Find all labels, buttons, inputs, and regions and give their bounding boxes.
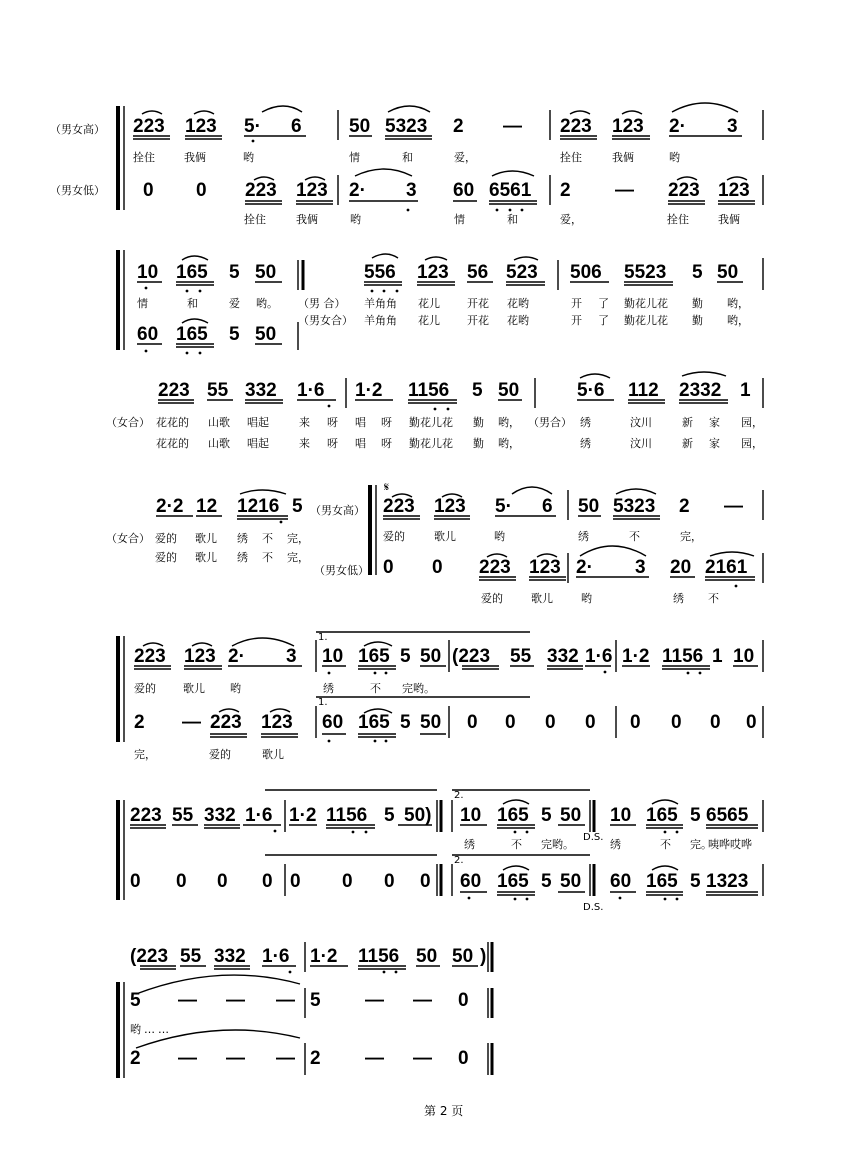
part-label-low: （男女低） (50, 184, 105, 197)
s2-upper-note: 50 (255, 262, 277, 283)
s6-lower-note: 0 (290, 871, 301, 892)
s7-lower-note: — (365, 1048, 384, 1069)
s4-label-high: （男女高） (310, 504, 365, 517)
s3-lyric-1: 园， (741, 416, 763, 429)
s6-lower-note: 5 (541, 871, 552, 892)
s2-lower-lyric: 哟， (727, 314, 749, 327)
s6-upper-lyric: 完哟。 (541, 838, 574, 851)
s5-upper-lyric: 歌儿 (183, 682, 205, 695)
s2-upper-note: 165 (176, 262, 208, 283)
s4-upper-note: — (724, 496, 743, 517)
s2-lower-lyric: 花哟 (507, 314, 529, 327)
s2-lower-note: 165 (176, 324, 208, 345)
s6-lower-note: 0 (384, 871, 395, 892)
s1-lower-note: 0 (196, 180, 207, 201)
s2-upper-lyric: 勤 (692, 297, 703, 310)
s4-upper-note: 123 (434, 496, 466, 517)
s3-lyric-1: 唱起 (247, 416, 269, 429)
s5-lower-lyric: 爱的 (209, 748, 231, 761)
s5-upper-note: 50 (420, 646, 442, 667)
s3-lyric-1: 汶川 (630, 416, 652, 429)
s5-lower-note: 0 (505, 712, 516, 733)
s6-lower-note: 0 (130, 871, 141, 892)
s5-lower-note: 0 (630, 712, 641, 733)
s3-note: 1 (740, 380, 751, 401)
s6-lower-note: 0 (217, 871, 228, 892)
s3-lyric-1: 哟， (498, 416, 520, 429)
s3-lyric-1: 新 (682, 416, 693, 429)
s6-upper-note: 1·2 (289, 805, 317, 826)
s6-upper-note: 10 (610, 805, 632, 826)
s3-lyric-1: 呀 (381, 416, 392, 429)
s1-upper-lyric: 我俩 (184, 151, 206, 164)
s6-upper-note: 10 (460, 805, 482, 826)
s6-upper-note: 165 (497, 805, 529, 826)
s1-upper-lyric: 情 (349, 151, 360, 164)
s1-lower-lyric: 拴住 (244, 213, 266, 226)
s1-lower-note: 3 (406, 180, 417, 201)
s1-upper-note: 2· (669, 116, 686, 137)
s7-upper-lyric: 哟…… (130, 1023, 172, 1036)
s3-lyric-2: 花花的 (156, 437, 189, 450)
s1-upper-lyric: 我俩 (612, 151, 634, 164)
s5-upper-note: 1 (712, 646, 723, 667)
s5-lower-note: 0 (710, 712, 721, 733)
s5-upper-note: 1156 (662, 646, 704, 667)
s4-lower-lyric: 绣 (673, 592, 684, 605)
s5-lower-note: 60 (322, 712, 344, 733)
s4-upper-lyric: 爱的 (383, 530, 405, 543)
s4-left-lyric-1: 完， (287, 532, 309, 545)
s3-lyric-1: 勤 (473, 416, 484, 429)
s6-upper-note: 5 (541, 805, 552, 826)
s4-lower-lyric: 不 (708, 592, 719, 605)
s5-upper-note: 123 (184, 646, 216, 667)
s5-upper-note: 10 (733, 646, 755, 667)
s4-lower-note: 223 (479, 557, 511, 578)
s4-left-lyric-2: 爱的 (155, 551, 177, 564)
s2-lower-lyric: 羊角角 (364, 314, 397, 327)
s4-upper-lyric: 哟 (494, 530, 505, 543)
s1-lower-note: 123 (296, 180, 328, 201)
s4-lower-note: 3 (635, 557, 646, 578)
s2-lower-lyric: 开花 (467, 314, 489, 327)
s4-upper-lyric: 绣 (578, 530, 589, 543)
s1-upper-note: 3 (727, 116, 738, 137)
s7-lower-note: — (276, 1048, 295, 1069)
s1-upper-note: — (503, 116, 522, 137)
s3-lyric-1: 绣 (580, 416, 591, 429)
s7-intro-note: 1·2 (310, 946, 338, 967)
s2-label-male-chorus: （男 合） (298, 297, 346, 310)
s7-upper-note: 5 (130, 990, 141, 1011)
s1-lower-lyric: 和 (507, 213, 518, 226)
s6-lower-note: 50 (560, 871, 582, 892)
s4-left-lyric-2: 完， (287, 551, 309, 564)
s2-upper-lyric: 哟， (727, 297, 749, 310)
s2-upper-lyric: 花哟 (507, 297, 529, 310)
s2-lower-note: 50 (255, 324, 277, 345)
s4-lower-note: 20 (670, 557, 692, 578)
s1-upper-note: 123 (185, 116, 217, 137)
s1-lower-note: 0 (143, 180, 154, 201)
s1-upper-note: 123 (612, 116, 644, 137)
s2-upper-note: 10 (137, 262, 159, 283)
s5-upper-lyric: 哟 (230, 682, 241, 695)
s4-upper-note: 6 (542, 496, 553, 517)
s5-lower-lyric: 完， (134, 748, 156, 761)
s2-upper-lyric: 情 (137, 297, 148, 310)
s2-upper-lyric: 开 (571, 297, 582, 310)
s3-lyric-2: 勤花儿花 (409, 437, 453, 450)
s2-upper-lyric: 羊角角 (364, 297, 397, 310)
s5-upper-lyric: 绣 (323, 682, 334, 695)
s1-lower-note: 223 (668, 180, 700, 201)
s3-lyric-2: 呀 (381, 437, 392, 450)
s2-upper-note: 5 (229, 262, 240, 283)
s3-lyric-2: 家 (709, 437, 720, 450)
s1-lower-lyric: 情 (454, 213, 465, 226)
s4-label-low: （男女低） (314, 564, 369, 577)
s4-lower-note: 2· (576, 557, 593, 578)
s6-upper-note: 50 (560, 805, 582, 826)
s7-intro-note: ) (480, 946, 487, 967)
s4-label-female: （女合） (106, 532, 150, 545)
s2-lower-lyric: 开 (571, 314, 582, 327)
s3-note: 2332 (679, 380, 722, 401)
s1-upper-lyric: 哟 (669, 151, 680, 164)
s3-note: 1156 (408, 380, 450, 401)
s3-lyric-2: 哟， (498, 437, 520, 450)
s1-upper-lyric: 爱， (454, 151, 476, 164)
s4-lower-note: 2161 (705, 557, 748, 578)
s5-lower-note: 123 (261, 712, 293, 733)
s4-upper-note: 50 (578, 496, 600, 517)
s2-upper-note: 523 (506, 262, 538, 283)
s2-lower-note: 5 (229, 324, 240, 345)
s2-upper-lyric: 开花 (467, 297, 489, 310)
s1-upper-lyric: 拴住 (133, 151, 155, 164)
s4-upper-note: 5323 (613, 496, 656, 517)
s6-lower-note: 60 (460, 871, 482, 892)
s5-lower-note: 5 (400, 712, 411, 733)
s2-upper-lyric: 哟。 (256, 297, 278, 310)
s3-note: 1·6 (297, 380, 325, 401)
s5-lower-note: 165 (358, 712, 390, 733)
s7-lower-note: 2 (310, 1048, 321, 1069)
s3-label-female: （女合） (106, 416, 150, 429)
s6-upper-note: 50) (404, 805, 432, 826)
ds-marker-lower: D.S. (583, 902, 604, 913)
s3-lyric-2: 新 (682, 437, 693, 450)
s7-upper-note: — (226, 990, 245, 1011)
s5-upper-note: 5 (400, 646, 411, 667)
s6-upper-note: 55 (172, 805, 194, 826)
s5-lower-note: 50 (420, 712, 442, 733)
s2-upper-lyric: 花儿 (418, 297, 440, 310)
s5-upper-note: 3 (286, 646, 297, 667)
volta-2-label-lower: 2. (454, 855, 464, 866)
s5-lower-note: 2 (134, 712, 145, 733)
s3-lyric-2: 唱 (355, 437, 366, 450)
s4-upper-lyric: 不 (629, 530, 640, 543)
s3-note: 332 (245, 380, 277, 401)
s2-upper-note: 556 (364, 262, 396, 283)
s7-upper-note: — (276, 990, 295, 1011)
s6-upper-note: 6565 (706, 805, 749, 826)
s2-label-mixed-chorus: （男女合） (298, 314, 353, 327)
s5-upper-note: 1·6 (585, 646, 613, 667)
s4-lower-lyric: 爱的 (481, 592, 503, 605)
s6-lower-note: 0 (262, 871, 273, 892)
s7-intro-note: (223 (130, 946, 169, 967)
s1-lower-lyric: 我俩 (718, 213, 740, 226)
s3-lyric-2: 山歌 (208, 437, 230, 450)
s3-lyric-2: 园， (741, 437, 763, 450)
s7-upper-note: — (365, 990, 384, 1011)
s7-lower-note: — (178, 1048, 197, 1069)
s3-lyric-2: 唱起 (247, 437, 269, 450)
s6-lower-note: 0 (176, 871, 187, 892)
s2-upper-note: 50 (717, 262, 739, 283)
s3-lyric-1: 山歌 (208, 416, 230, 429)
s5-lower-note: 223 (210, 712, 242, 733)
s4-left-lyric-1: 歌儿 (195, 532, 217, 545)
s7-upper-note: 5 (310, 990, 321, 1011)
s6-lower-note: 5 (690, 871, 701, 892)
s5-upper-lyric: 完哟。 (402, 682, 435, 695)
s2-upper-lyric: 和 (187, 297, 198, 310)
segno-icon: 𝄋 (384, 480, 390, 494)
s7-intro-note: 50 (452, 946, 474, 967)
s5-upper-note: (223 (452, 646, 491, 667)
s4-left-lyric-1: 爱的 (155, 532, 177, 545)
s3-note: 50 (498, 380, 520, 401)
s7-intro-note: 50 (416, 946, 438, 967)
s1-lower-lyric: 拴住 (667, 213, 689, 226)
s3-lyric-1: 勤花儿花 (409, 416, 453, 429)
s4-left-lyric-2: 不 (262, 551, 273, 564)
s7-lower-note: — (413, 1048, 432, 1069)
s5-lower-note: 0 (585, 712, 596, 733)
s3-lyric-2: 绣 (580, 437, 591, 450)
s6-lower-note: 1323 (706, 871, 749, 892)
s4-left-note: 2·2 (156, 496, 184, 517)
s5-upper-note: 165 (358, 646, 390, 667)
s1-lower-lyric: 我俩 (296, 213, 318, 226)
s3-lyric-1: 呀 (327, 416, 338, 429)
s6-upper-note: 223 (130, 805, 162, 826)
s1-lower-note: 6561 (489, 180, 532, 201)
s2-upper-lyric: 爱 (229, 297, 240, 310)
s4-lower-lyric: 歌儿 (531, 592, 553, 605)
s5-upper-lyric: 爱的 (134, 682, 156, 695)
s7-lower-note: — (226, 1048, 245, 1069)
s5-lower-note: 0 (545, 712, 556, 733)
s2-upper-note: 56 (467, 262, 489, 283)
s1-upper-note: 223 (560, 116, 592, 137)
s7-upper-note: — (413, 990, 432, 1011)
s1-upper-note: 50 (349, 116, 371, 137)
volta-2-label: 2. (454, 790, 464, 801)
s6-upper-note: 1·6 (245, 805, 273, 826)
s6-lower-note: 0 (342, 871, 353, 892)
s6-lower-note: 165 (497, 871, 529, 892)
s4-upper-lyric: 完， (680, 530, 702, 543)
s1-lower-note: — (615, 180, 634, 201)
s2-lower-lyric: 了 (598, 314, 609, 327)
s2-lower-lyric: 花儿 (418, 314, 440, 327)
s1-upper-note: 2 (453, 116, 464, 137)
s1-lower-note: 123 (718, 180, 750, 201)
s1-lower-lyric: 爱， (560, 213, 582, 226)
page-number: 第 2 页 (424, 1104, 464, 1118)
s6-upper-note: 332 (204, 805, 236, 826)
s6-upper-note: 165 (646, 805, 678, 826)
s1-upper-note: 223 (133, 116, 165, 137)
s5-upper-note: 10 (322, 646, 344, 667)
s1-lower-note: 2 (560, 180, 571, 201)
s1-upper-lyric: 和 (402, 151, 413, 164)
s2-lower-lyric: 勤 (692, 314, 703, 327)
s4-upper-note: 5· (495, 496, 512, 517)
ds-marker: D.S. (583, 832, 604, 843)
s4-upper-note: 223 (383, 496, 415, 517)
s3-note: 112 (628, 380, 659, 401)
s6-upper-note: 1156 (326, 805, 368, 826)
s7-intro-note: 332 (214, 946, 246, 967)
s3-lyric-2: 来 (299, 437, 310, 450)
s3-note: 55 (207, 380, 229, 401)
s4-upper-note: 2 (679, 496, 690, 517)
s4-lower-note: 0 (432, 557, 443, 578)
s7-intro-note: 1156 (358, 946, 400, 967)
s1-upper-lyric: 拴住 (560, 151, 582, 164)
s4-left-lyric-1: 绣 (237, 532, 248, 545)
s2-upper-lyric: 勤花儿花 (624, 297, 668, 310)
s6-upper-note: 5 (690, 805, 701, 826)
s4-left-lyric-2: 歌儿 (195, 551, 217, 564)
s6-upper-lyric: 不 (511, 838, 522, 851)
s3-lyric-2: 呀 (327, 437, 338, 450)
s5-lower-note: — (182, 712, 201, 733)
s5-upper-note: 223 (134, 646, 166, 667)
s4-upper-lyric: 歌儿 (434, 530, 456, 543)
s1-upper-note: 5· (244, 116, 261, 137)
s7-upper-note: 0 (458, 990, 469, 1011)
s1-lower-note: 223 (245, 180, 277, 201)
s1-lower-note: 2· (349, 180, 366, 201)
s6-lower-note: 0 (420, 871, 431, 892)
s5-lower-note: 0 (467, 712, 478, 733)
s3-lyric-1: 唱 (355, 416, 366, 429)
s5-upper-note: 1·2 (622, 646, 650, 667)
s3-note: 5 (472, 380, 483, 401)
s7-intro-note: 1·6 (262, 946, 290, 967)
s2-upper-note: 123 (417, 262, 449, 283)
s4-lower-note: 0 (383, 557, 394, 578)
s4-lower-note: 123 (529, 557, 561, 578)
s3-note: 1·2 (355, 380, 383, 401)
s5-lower-lyric: 歌儿 (262, 748, 284, 761)
s5-upper-note: 2· (228, 646, 245, 667)
s2-lower-lyric: 勤花儿花 (624, 314, 668, 327)
s3-label-male: （男合） (528, 416, 572, 429)
s1-upper-lyric: 哟 (243, 151, 254, 164)
s6-lower-note: 60 (610, 871, 632, 892)
s1-lower-lyric: 哟 (350, 213, 361, 226)
s3-lyric-2: 汶川 (630, 437, 652, 450)
s1-upper-note: 5323 (385, 116, 428, 137)
s3-lyric-2: 勤 (473, 437, 484, 450)
s4-left-note: 1216 (237, 496, 280, 517)
s6-upper-lyric: 不 (660, 838, 671, 851)
s6-upper-lyric: 绣 (610, 838, 621, 851)
s3-lyric-1: 花花的 (156, 416, 189, 429)
s6-upper-lyric: 咦哗哎哗 (708, 838, 752, 851)
s6-lower-note: 165 (646, 871, 678, 892)
s6-upper-lyric: 完。 (690, 838, 712, 851)
s2-upper-note: 506 (570, 262, 602, 283)
s5-lower-note: 0 (671, 712, 682, 733)
s3-note: 5·6 (577, 380, 605, 401)
s2-upper-note: 5523 (624, 262, 667, 283)
s4-left-lyric-1: 不 (262, 532, 273, 545)
s6-upper-lyric: 绣 (464, 838, 475, 851)
s3-lyric-1: 家 (709, 416, 720, 429)
s2-upper-lyric: 了 (598, 297, 609, 310)
s4-left-note: 5 (292, 496, 303, 517)
s4-left-note: 12 (196, 496, 218, 517)
s3-lyric-1: 来 (299, 416, 310, 429)
s1-lower-note: 60 (453, 180, 475, 201)
s4-lower-lyric: 哟 (581, 592, 592, 605)
s2-lower-note: 60 (137, 324, 159, 345)
s5-lower-note: 0 (746, 712, 757, 733)
volta-1-label: 1. (318, 632, 328, 643)
part-label-high: （男女高） (50, 123, 105, 136)
s6-upper-note: 5 (384, 805, 395, 826)
s4-left-lyric-2: 绣 (237, 551, 248, 564)
s5-upper-note: 55 (510, 646, 532, 667)
s7-intro-note: 55 (180, 946, 202, 967)
s5-upper-lyric: 不 (370, 682, 381, 695)
s2-upper-note: 5 (692, 262, 703, 283)
s5-upper-note: 332 (547, 646, 579, 667)
s7-lower-note: 0 (458, 1048, 469, 1069)
s7-lower-note: 2 (130, 1048, 141, 1069)
s3-note: 223 (158, 380, 190, 401)
volta-1-label-lower: 1. (318, 697, 328, 708)
s1-upper-note: 6 (291, 116, 302, 137)
s7-upper-note: — (178, 990, 197, 1011)
